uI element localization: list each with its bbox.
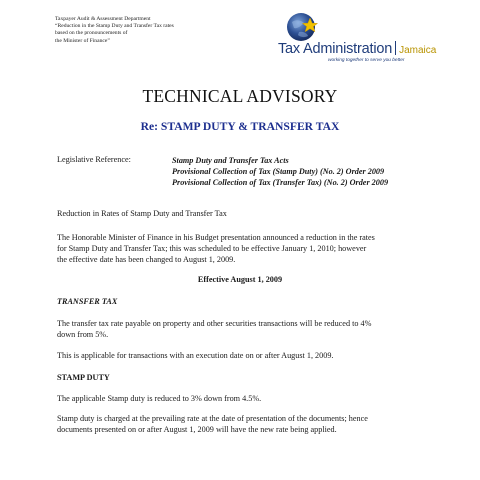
logo-wordmark bbox=[278, 40, 436, 58]
legislative-reference-item: Provisional Collection of Tax (Stamp Duty) (No. 2) Order 2009 bbox=[172, 167, 385, 177]
paragraph-line: the effective date has been changed to August 1, 2009. bbox=[57, 255, 236, 265]
stamp-duty-rate: The applicable Stamp duty is reduced to 3% down from 4.5%. bbox=[57, 394, 262, 403]
header-note-line: Taxpayer Audit & Assessment Department bbox=[55, 16, 151, 22]
transfer-tax-paragraph bbox=[57, 318, 437, 340]
effective-date: Effective August 1, 2009 bbox=[197, 275, 283, 284]
header-note-line: based on the pronouncements of bbox=[55, 30, 128, 37]
logo-divider bbox=[395, 41, 396, 55]
paragraph-line: The Honorable Minister of Finance in his Budget presentation announced a reduction in the rates bbox=[57, 233, 375, 242]
paragraph-line: The transfer tax rate payable on property and other securities transactions will be reduced to 4% bbox=[57, 319, 372, 328]
logo-name: Tax Administration bbox=[278, 41, 393, 57]
document-title: TECHNICAL ADVISORY bbox=[142, 86, 338, 106]
transfer-tax-heading: TRANSFER TAX bbox=[57, 297, 118, 306]
stamp-duty-paragraph bbox=[57, 413, 437, 435]
intro-paragraph bbox=[57, 232, 437, 266]
legislative-reference-list bbox=[172, 155, 388, 189]
header-note-line: “Reduction in the Stamp Duty and Transfer Tax rates bbox=[55, 23, 174, 30]
document-subtitle: Re: STAMP DUTY & TRANSFER TAX bbox=[140, 120, 340, 133]
legislative-reference-label: Legislative Reference: bbox=[57, 155, 131, 164]
stamp-duty-heading: STAMP DUTY bbox=[57, 373, 110, 382]
legislative-reference-item: Stamp Duty and Transfer Tax Acts bbox=[172, 156, 289, 165]
logo-country: Jamaica bbox=[399, 45, 437, 56]
tax-administration-logo bbox=[268, 10, 438, 66]
paragraph-line: down from 5%. bbox=[57, 330, 109, 340]
transfer-tax-applicability: This is applicable for transactions with an execution date on or after August 1, 2009. bbox=[57, 351, 334, 360]
logo-tagline: working together to serve you better bbox=[328, 58, 405, 63]
paragraph-line: documents presented on or after August 1, 2009 will have the new rate being applied. bbox=[57, 425, 337, 435]
header-note-line: the Minister of Finance” bbox=[55, 37, 110, 44]
section-intro: Reduction in Rates of Stamp Duty and Transfer Tax bbox=[57, 209, 227, 218]
paragraph-line: for Stamp Duty and Transfer Tax; this was scheduled to be effective January 1, 2010; however bbox=[57, 244, 367, 254]
legislative-reference-item: Provisional Collection of Tax (Transfer Tax) (No. 2) Order 2009 bbox=[172, 178, 389, 188]
header-note bbox=[55, 16, 245, 45]
paragraph-line: Stamp duty is charged at the prevailing rate at the date of presentation of the documents; hence bbox=[57, 414, 368, 423]
